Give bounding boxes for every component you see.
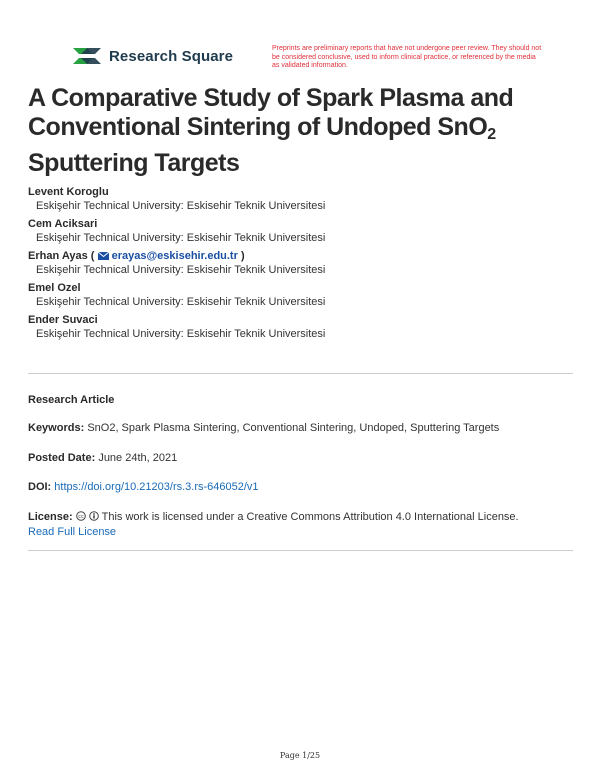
author-entry [28, 185, 573, 213]
keywords-label: Keywords: [28, 422, 85, 434]
creative-commons-icon [76, 511, 86, 521]
author-affiliation: Eskişehir Technical University: Eskisehir Teknik Universitesi [36, 328, 326, 340]
author-name: Ender Suvaci [28, 314, 98, 326]
keywords-value: SnO2, Spark Plasma Sintering, Conventional Sintering, Undoped, Sputtering Targets [87, 422, 500, 434]
author-entry [28, 281, 573, 309]
author-entry [28, 313, 573, 341]
research-square-logo-icon [73, 44, 103, 68]
email-text: erayas@eskisehir.edu.tr [111, 250, 238, 262]
doi-line [28, 480, 573, 495]
license-text: This work is licensed under a Creative Commons Attribution 4.0 International License. [101, 511, 519, 523]
author-list [28, 185, 573, 345]
license-line [28, 510, 573, 540]
author-affiliation: Eskişehir Technical University: Eskisehir Teknik Universitesi [36, 200, 326, 212]
page-number: Page 1/25 [279, 751, 321, 760]
license-label: License: [28, 511, 73, 523]
posted-date-value: June 24th, 2021 [98, 452, 178, 464]
doi-link[interactable]: https://doi.org/10.21203/rs.3.rs-646052/v1 [54, 481, 259, 493]
author-name-with-email: Erhan Ayas ( erayas@eskisehir.edu.tr ) [28, 250, 245, 262]
preprint-disclaimer: Preprints are preliminary reports that have not undergone peer review. They should not be considered conclusive, used to inform clinical practice, or referenced by the media as validated information. [272, 45, 542, 69]
author-name: Emel Ozel [28, 282, 81, 294]
author-name: Cem Aciksari [28, 218, 98, 230]
posted-date-label: Posted Date: [28, 452, 96, 464]
doi-label: DOI: [28, 481, 52, 493]
author-entry [28, 217, 573, 245]
read-full-license-link[interactable]: Read Full License [28, 526, 117, 538]
author-name: Levent Koroglu [28, 186, 109, 198]
research-square-header[interactable] [73, 44, 233, 68]
divider [28, 373, 573, 374]
author-affiliation: Eskişehir Technical University: Eskisehir Teknik Universitesi [36, 232, 326, 244]
author-email-link[interactable] [98, 250, 241, 262]
logo-text: Research Square [109, 47, 234, 65]
author-affiliation: Eskişehir Technical University: Eskisehir Teknik Universitesi [36, 296, 326, 308]
author-name: Erhan Ayas [28, 250, 88, 262]
attribution-icon [89, 511, 99, 521]
svg-text:cc: cc [77, 514, 84, 520]
author-affiliation: Eskişehir Technical University: Eskisehir Teknik Universitesi [36, 264, 326, 276]
author-entry [28, 249, 573, 277]
divider [28, 550, 573, 551]
article-type: Research Article [28, 394, 115, 406]
envelope-icon [98, 252, 109, 260]
posted-date-line [28, 451, 573, 466]
keywords-line [28, 421, 573, 436]
paper-title: A Comparative Study of Spark Plasma and Conventional Sintering of Undoped SnO$_2$ Sputtering Targets [28, 84, 514, 177]
